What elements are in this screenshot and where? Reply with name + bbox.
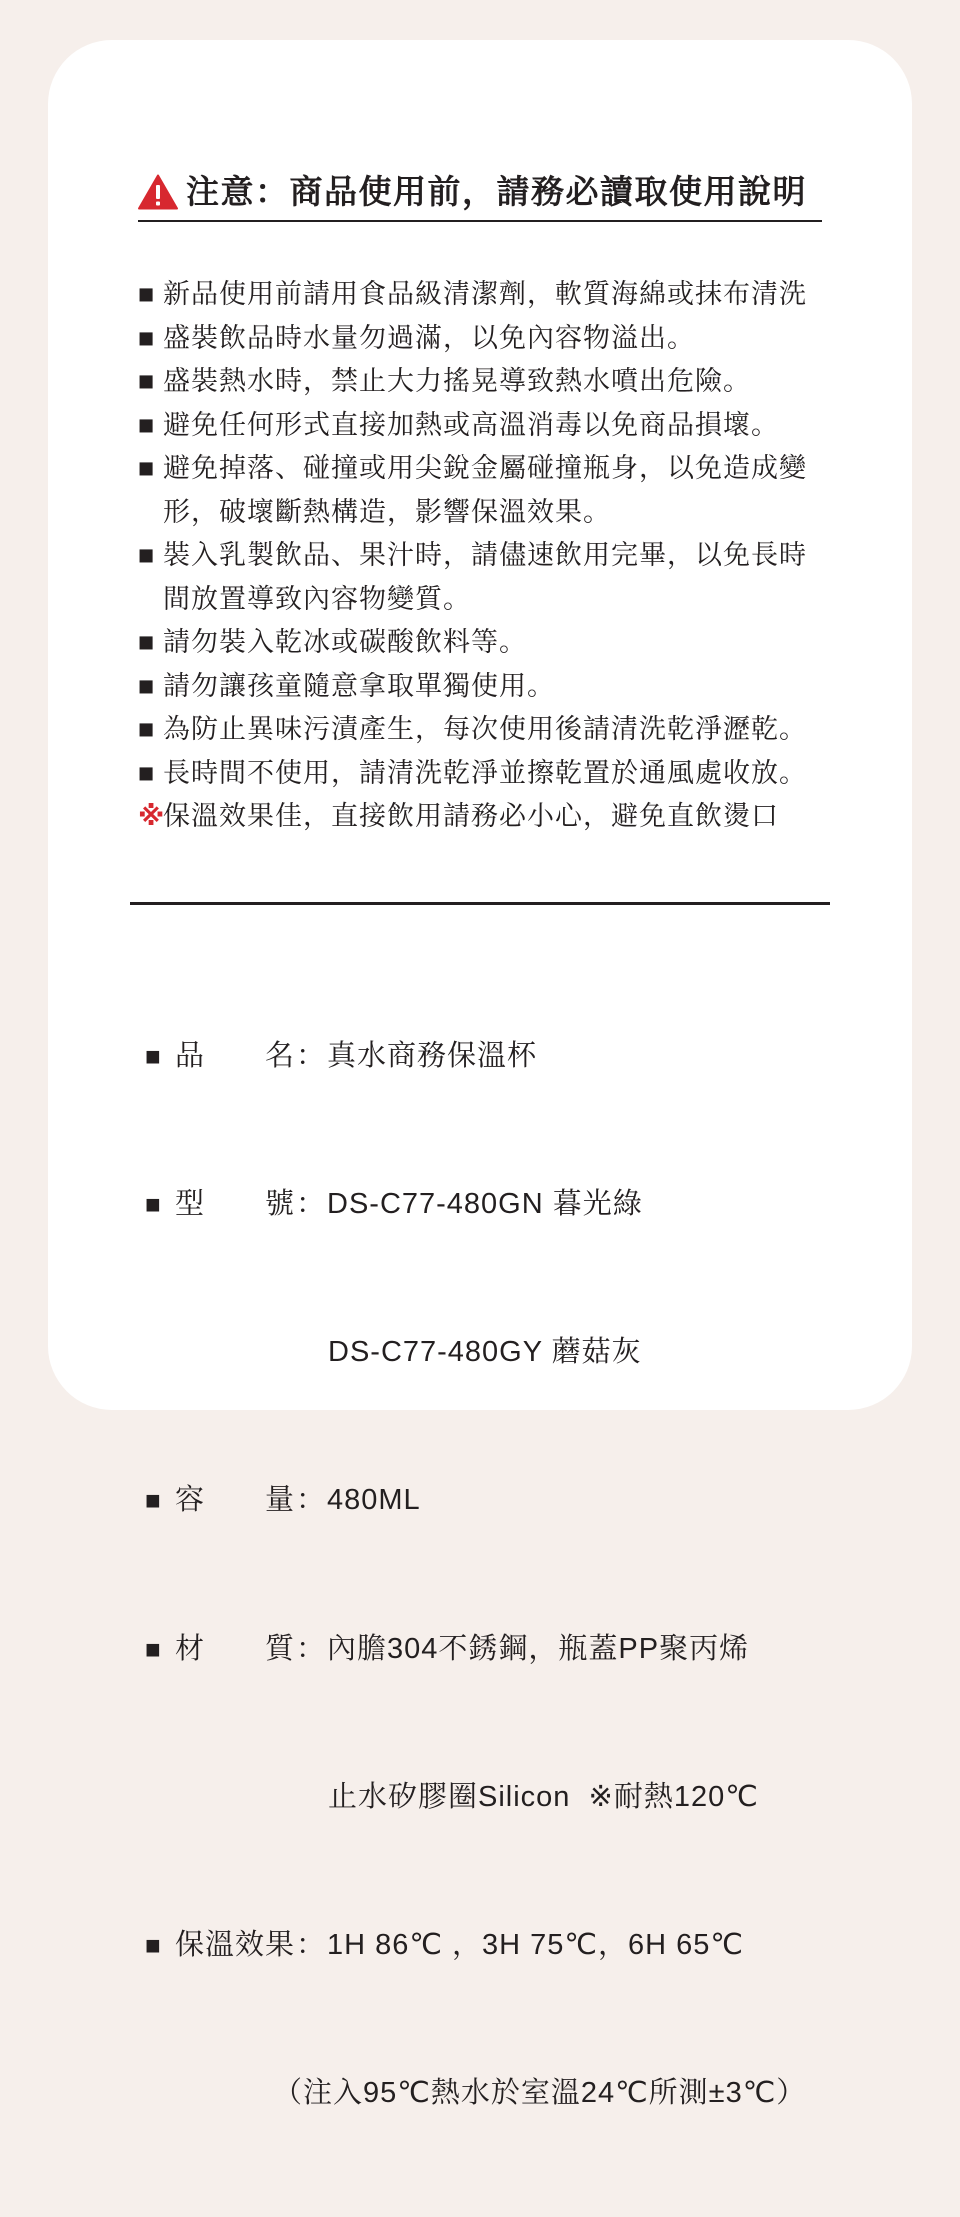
bullet-square-icon: ■ (138, 714, 156, 744)
spec-label: 容 量 (175, 1484, 295, 1517)
spec-separator: ： (295, 1632, 326, 1665)
bullet-square-icon: ■ (138, 757, 156, 788)
list-item: ■ 避免任何形式直接加熱或高溫消毒以免商品損壞。 (138, 404, 858, 448)
spec-label: 品 名 (175, 1039, 295, 1072)
list-item: ■ 裝入乳製飲品、果汁時，請儘速飲用完畢，以免長時 (138, 534, 858, 578)
bullet-square-icon: ■ (145, 1189, 162, 1220)
bullet-square-icon: ■ (145, 1633, 162, 1664)
spec-value: 止水矽膠圈Silicon ※耐熱120℃ (328, 1780, 759, 1813)
page-title: 注意：商品使用前，請務必讀取使用說明 (186, 173, 807, 210)
spec-value: DS-C77-480GN 暮光綠 (327, 1188, 643, 1221)
notice-list (138, 273, 858, 839)
spec-label: 材 質 (175, 1632, 295, 1665)
spec-row-material-cont (145, 1773, 845, 1822)
bullet-square-icon: ■ (138, 279, 156, 309)
spec-separator: ： (295, 1484, 326, 1517)
spec-label: 保溫效果 (175, 1929, 296, 1962)
spec-row-model-cont (145, 1328, 845, 1377)
list-item: ■ 請勿讓孩童隨意拿取單獨使用。 (138, 665, 858, 709)
list-item: ■ 盛裝熱水時，禁止大力搖晃導致熱水噴出危險。 (138, 360, 858, 404)
spec-row-material (145, 1625, 845, 1674)
notice-card (48, 40, 912, 2110)
list-item-continuation: 形，破壞斷熱構造，影響保溫效果。 (163, 496, 611, 527)
caution-note: ※保溫效果佳，直接飲用請務必小心，避免直飲燙口 (138, 795, 858, 839)
bullet-square-icon: ■ (145, 1930, 162, 1961)
spec-row-model (145, 1180, 845, 1229)
notice-header (138, 164, 822, 220)
spec-row-insulation (145, 1921, 845, 1970)
bullet-square-icon: ■ (138, 409, 156, 440)
spec-value: 1H 86℃ ，3H 75℃，6H 65℃ (327, 1929, 744, 1962)
bullet-square-icon: ■ (138, 453, 156, 483)
spec-separator: ： (295, 1039, 326, 1072)
bullet-square-icon: ■ (138, 540, 156, 570)
bullet-square-icon: ■ (145, 1040, 162, 1071)
bullet-square-icon: ■ (138, 627, 156, 657)
bullet-square-icon: ■ (138, 366, 156, 396)
spec-footnote: （注入95℃熱水於室溫24℃所測±3℃） (273, 2077, 807, 2110)
warning-icon (138, 174, 178, 210)
list-item: ■ 新品使用前請用食品級清潔劑，軟質海綿或抹布清洗 (138, 273, 858, 317)
title-underline (138, 220, 822, 222)
list-item: ■ 長時間不使用，請清洗乾淨並擦乾置於通風處收放。 (138, 752, 858, 796)
list-item: ■ 盛裝飲品時水量勿過滿，以免內容物溢出。 (138, 317, 858, 361)
spec-label: 型 號 (175, 1188, 295, 1221)
spec-value: 480ML (327, 1484, 421, 1517)
list-item: ■ 為防止異味污漬產生，每次使用後請清洗乾淨瀝乾。 (138, 708, 858, 752)
bullet-square-icon: ■ (138, 670, 156, 701)
reference-mark-icon: ※ (138, 801, 166, 831)
bullet-square-icon: ■ (138, 322, 156, 353)
spec-separator: ： (295, 1929, 326, 1962)
section-divider (130, 902, 830, 905)
spec-row-capacity (145, 1476, 845, 1525)
spec-row-name (145, 1032, 845, 1081)
spec-value: 內膽304不銹鋼，瓶蓋PP聚丙烯 (327, 1632, 750, 1665)
spec-separator: ： (295, 1188, 326, 1221)
spec-value: DS-C77-480GY 蘑菇灰 (328, 1336, 642, 1369)
list-item: ■ 請勿裝入乾冰或碳酸飲料等。 (138, 621, 858, 665)
spec-table (145, 933, 845, 2217)
bullet-square-icon: ■ (145, 1485, 162, 1516)
spec-value: 真水商務保溫杯 (327, 1039, 538, 1072)
list-item: ■ 避免掉落、碰撞或用尖銳金屬碰撞瓶身，以免造成變 (138, 447, 858, 491)
list-item-continuation: 間放置導致內容物變質。 (163, 583, 471, 614)
